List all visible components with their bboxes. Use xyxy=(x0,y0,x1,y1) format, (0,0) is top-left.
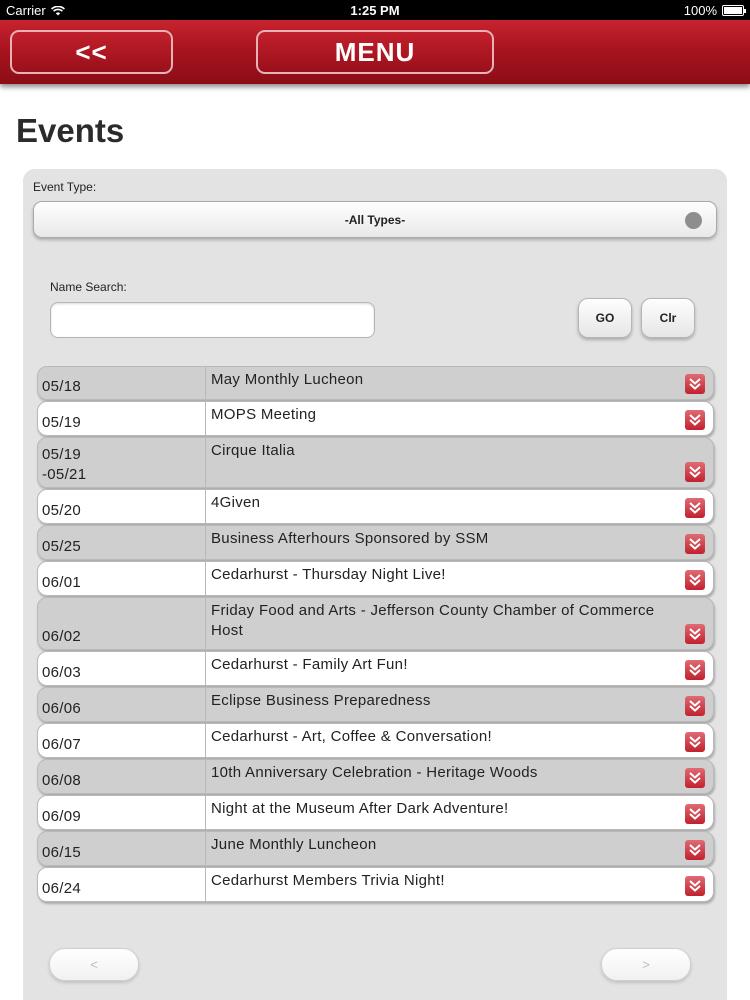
expand-chevron-icon[interactable] xyxy=(685,498,705,518)
page-title: Events xyxy=(16,112,125,149)
event-date: 06/02 xyxy=(38,598,206,649)
event-name: Cedarhurst Members Trivia Night! xyxy=(211,872,445,889)
expand-chevron-icon[interactable] xyxy=(685,462,705,482)
event-name: May Monthly Lucheon xyxy=(211,371,364,388)
event-name: Business Afterhours Sponsored by SSM xyxy=(211,530,489,547)
event-row[interactable] xyxy=(37,723,714,758)
event-row[interactable] xyxy=(37,597,714,650)
name-search-input[interactable] xyxy=(50,302,375,338)
battery-icon xyxy=(722,5,744,16)
event-date: 05/20 xyxy=(38,490,206,523)
event-row[interactable] xyxy=(37,525,714,560)
menu-button[interactable]: MENU xyxy=(256,30,494,74)
expand-chevron-icon[interactable] xyxy=(685,840,705,860)
event-row[interactable] xyxy=(37,489,714,524)
go-button[interactable]: GO xyxy=(578,298,632,338)
event-date: 06/08 xyxy=(38,760,206,793)
expand-chevron-icon[interactable] xyxy=(685,660,705,680)
event-name: Night at the Museum After Dark Adventure! xyxy=(211,800,509,817)
battery-indicator xyxy=(684,3,744,18)
event-row[interactable] xyxy=(37,437,714,488)
event-row[interactable] xyxy=(37,759,714,794)
event-name: Eclipse Business Preparedness xyxy=(211,692,431,709)
event-date: 06/07 xyxy=(38,724,206,757)
name-search-label: Name Search: xyxy=(50,280,127,294)
status-bar xyxy=(0,0,750,20)
battery-percent: 100% xyxy=(683,3,717,18)
event-date: 06/06 xyxy=(38,688,206,721)
event-name: Cedarhurst - Family Art Fun! xyxy=(211,656,408,673)
event-row[interactable] xyxy=(37,867,714,902)
expand-chevron-icon[interactable] xyxy=(685,732,705,752)
event-date: 06/15 xyxy=(38,832,206,865)
event-date: 06/01 xyxy=(38,562,206,595)
next-page-button[interactable]: > xyxy=(601,948,691,981)
event-row[interactable] xyxy=(37,401,714,436)
event-name: Cirque Italia xyxy=(211,442,295,459)
expand-chevron-icon[interactable] xyxy=(685,570,705,590)
event-date: 06/09 xyxy=(38,796,206,829)
back-button[interactable]: << xyxy=(10,30,173,74)
event-name: Cedarhurst - Art, Coffee & Conversation! xyxy=(211,728,493,745)
event-date: 05/18 xyxy=(38,367,206,399)
event-type-value: -All Types- xyxy=(344,212,406,227)
event-row[interactable] xyxy=(37,366,714,400)
event-row[interactable] xyxy=(37,651,714,686)
events-panel xyxy=(23,169,727,1000)
event-name: MOPS Meeting xyxy=(211,406,317,423)
expand-chevron-icon[interactable] xyxy=(685,804,705,824)
event-row[interactable] xyxy=(37,687,714,722)
app-header xyxy=(0,20,750,84)
clock: 1:25 PM xyxy=(350,3,400,18)
event-name: Cedarhurst - Thursday Night Live! xyxy=(211,566,446,583)
event-name: 4Given xyxy=(211,494,261,511)
event-type-select[interactable] xyxy=(33,201,717,238)
event-type-label: Event Type: xyxy=(33,180,97,194)
prev-page-button[interactable]: < xyxy=(49,948,139,981)
event-name: June Monthly Luncheon xyxy=(211,836,377,853)
select-indicator-icon xyxy=(685,212,702,229)
event-list xyxy=(37,366,714,903)
clear-button[interactable]: Clr xyxy=(641,298,695,338)
event-row[interactable] xyxy=(37,831,714,866)
event-row[interactable] xyxy=(37,795,714,830)
expand-chevron-icon[interactable] xyxy=(685,624,705,644)
expand-chevron-icon[interactable] xyxy=(685,534,705,554)
event-date: 05/19 -05/21 xyxy=(38,438,206,487)
event-date: 06/24 xyxy=(38,868,206,901)
event-name: 10th Anniversary Celebration - Heritage Woods xyxy=(211,764,538,781)
carrier-label: Carrier xyxy=(6,3,46,18)
expand-chevron-icon[interactable] xyxy=(685,768,705,788)
event-date: 05/25 xyxy=(38,526,206,559)
expand-chevron-icon[interactable] xyxy=(685,696,705,716)
expand-chevron-icon[interactable] xyxy=(685,374,705,394)
expand-chevron-icon[interactable] xyxy=(685,876,705,896)
event-row[interactable] xyxy=(37,561,714,596)
event-name: Friday Food and Arts - Jefferson County Chamber of Commerce Host xyxy=(211,602,655,639)
event-date: 05/19 xyxy=(38,402,206,435)
event-date: 06/03 xyxy=(38,652,206,685)
expand-chevron-icon[interactable] xyxy=(685,410,705,430)
